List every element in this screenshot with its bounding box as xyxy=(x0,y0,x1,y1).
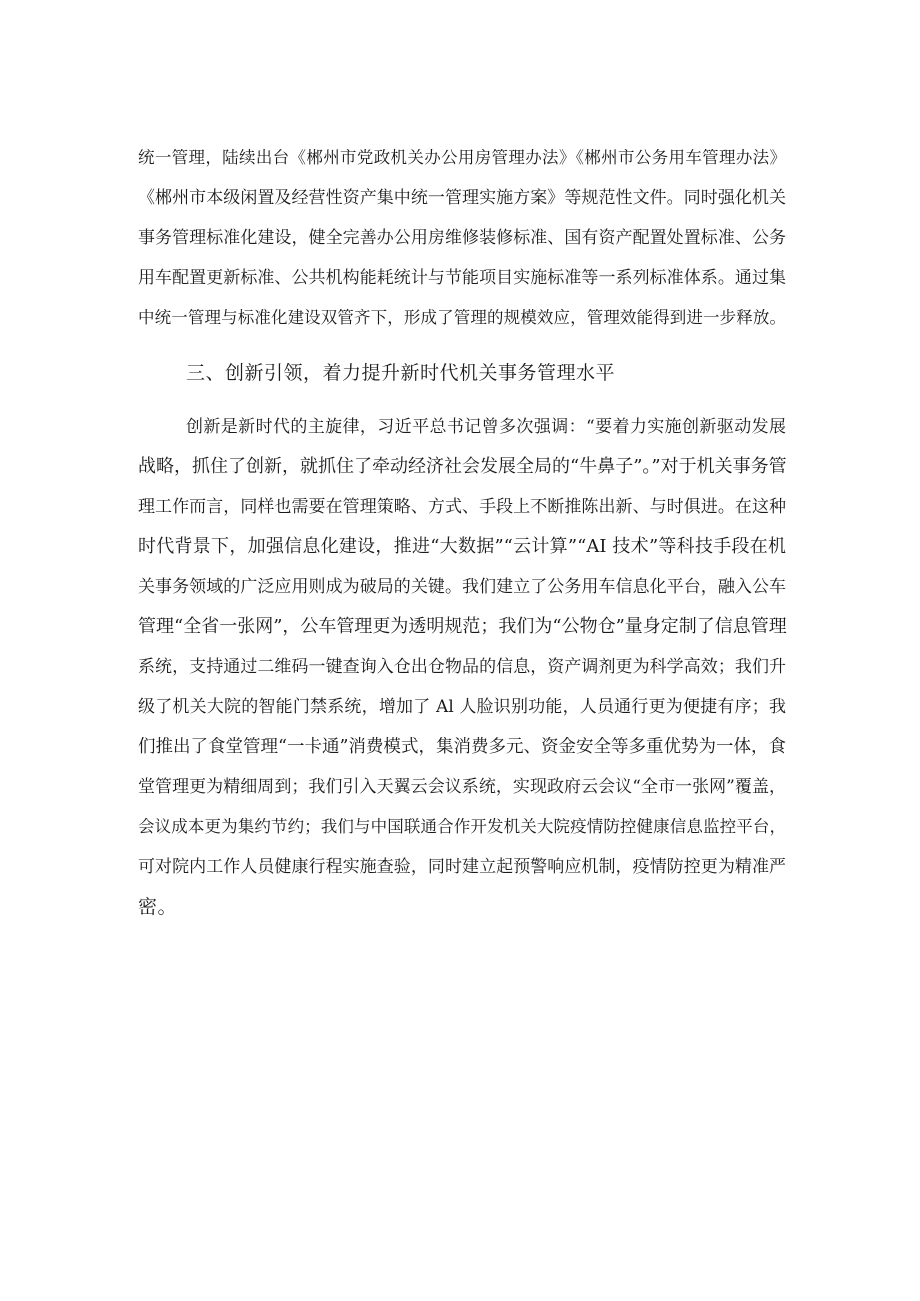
paragraph-2-line-10: 堂管理更为精细周到；我们引入天翼云会议系统，实现政府云会议“全市一张网”覆盖， xyxy=(138,777,786,797)
paragraph-2-line-3: 理工作而言，同样也需要在管理策略、方式、手段上不断推陈出新、与时俱进。在这种 xyxy=(138,497,786,517)
section-heading: 三、创新引领，着力提升新时代机关事务管理水平 xyxy=(186,362,616,384)
paragraph-2-line-8: 级了机关大院的智能门禁系统，增加了 Al 人脸识别功能，人员通行更为便捷有序；我 xyxy=(138,697,786,717)
paragraph-1-line-1: 统一管理，陆续出台《郴州市党政机关办公用房管理办法》《郴州市公务用车管理办法》 xyxy=(138,148,786,167)
paragraph-2-line-11: 会议成本更为集约节约；我们与中国联通合作开发机关大院疫情防控健康信息监控平台， xyxy=(138,817,786,836)
paragraph-1-line-5: 中统一管理与标准化建设双管齐下，形成了管理的规模效应，管理效能得到进一步释放。 xyxy=(138,308,786,327)
paragraph-1-line-3: 事务管理标准化建设，健全完善办公用房维修装修标准、国有资产配置处置标准、公务 xyxy=(138,228,786,248)
paragraph-1-line-2: 《郴州市本级闲置及经营性资产集中统一管理实施方案》等规范性文件。同时强化机关 xyxy=(138,188,786,208)
paragraph-2-line-1: 创新是新时代的主旋律，习近平总书记曾多次强调：“要着力实施创新驱动发展 xyxy=(186,417,786,437)
paragraph-2-line-9: 们推出了食堂管理“一卡通”消费模式，集消费多元、资金安全等多重优势为一体，食 xyxy=(138,737,786,757)
paragraph-1-line-4: 用车配置更新标准、公共机构能耗统计与节能项目实施标准等一系列标准体系。通过集 xyxy=(138,268,786,288)
paragraph-2-line-13: 密。 xyxy=(138,896,178,918)
paragraph-2-line-2: 战略，抓住了创新，就抓住了牵动经济社会发展全局的“牛鼻子”。”对于机关事务管 xyxy=(138,456,787,477)
paragraph-2-line-12: 可对院内工作人员健康行程实施查验，同时建立起预警响应机制，疫情防控更为精准严 xyxy=(138,857,786,877)
paragraph-2-line-7: 系统，支持通过二维码一键查询入仓出仓物品的信息，资产调剂更为科学高效；我们升 xyxy=(138,657,786,677)
paragraph-2-line-4: 时代背景下，加强信息化建设，推进“大数据”“云计算”“AI 技术”等科技手段在机 xyxy=(138,536,786,557)
paragraph-2-line-5: 关事务领域的广泛应用则成为破局的关键。我们建立了公务用车信息化平台，融入公车 xyxy=(138,577,786,597)
paragraph-2-line-6: 管理“全省一张网”，公车管理更为透明规范；我们为“公物仓”量身定制了信息管理 xyxy=(138,616,787,637)
